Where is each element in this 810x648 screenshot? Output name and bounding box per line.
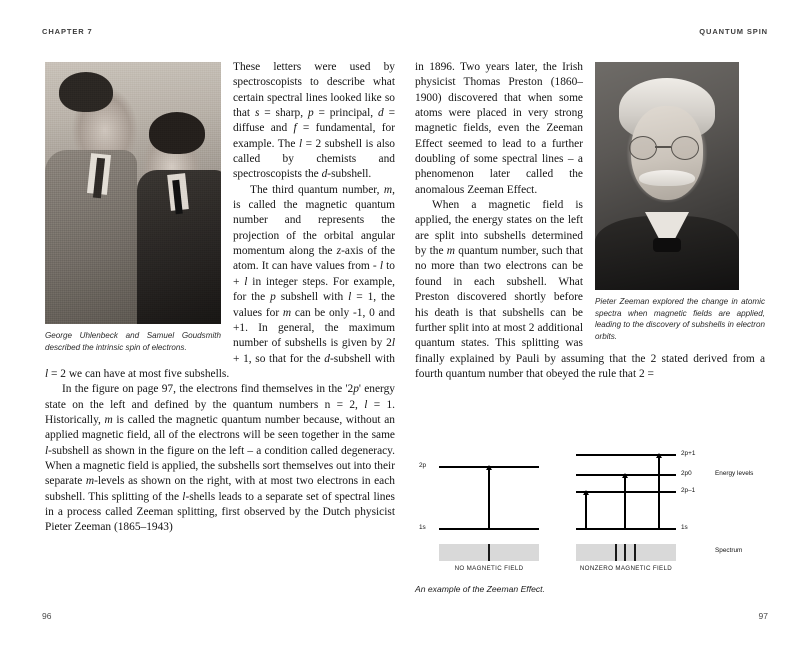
photo-detail-moustache xyxy=(639,170,695,186)
photo-grain-overlay xyxy=(45,62,221,324)
figure-caption-zeeman: Pieter Zeeman explored the change in atomic spectra when magnetic fields are applied, leading to the discovery of subshells in electron orbits. xyxy=(595,297,765,341)
right-page-column xyxy=(415,60,765,382)
panel-label-nonzero-magnetic-field: NONZERO MAGNETIC FIELD xyxy=(579,565,673,572)
right-page-text-block xyxy=(415,60,765,382)
right-paragraph-2: When a magnetic field is applied, the energy states on the left are split into subshells determined by the m quantum number, such that no more than two electrons can be found in each subshell. What Preston discovered shortly before his death is that subshells can be further split into at most 2 additional quantum states. This splitting was finally explained by Pauli by assuming that the 2 stated derived from a fourth quantum number that obeyed the rule that 2 = xyxy=(415,199,765,380)
figure-uhlenbeck-goudsmit xyxy=(45,62,221,353)
left-paragraph-2: The third quantum number, m, is called the magnetic quantum number and represents the projection of the orbital angular momentum along the z-axis of the atom. It can have values from - l to + l in integer steps. For example, for the p subshell with l = 1, the values for m can be only -1, 0 and +1. In general, the maximum number of subshells is given by 2l + 1, so that for the d-subshell with l = 2 we can have at most five subshells. xyxy=(45,183,395,380)
spectral-line-field-3 xyxy=(634,544,636,561)
photo-detail-glasses-right xyxy=(671,136,699,160)
zeeman-effect-diagram xyxy=(415,446,765,578)
side-label-energy-levels: Energy levels xyxy=(715,470,754,477)
left-page-text-block xyxy=(45,60,395,536)
figure-caption-uhlenbeck: George Uhlenbeck and Samuel Goudsmith described the intrinsic spin of electrons. xyxy=(45,331,221,352)
spectral-line-field-2 xyxy=(624,544,626,561)
photo-detail-glasses-bridge xyxy=(655,146,671,148)
panel-label-no-magnetic-field: NO MAGNETIC FIELD xyxy=(454,565,524,572)
running-head-left: CHAPTER 7 xyxy=(42,27,93,36)
page-number-right: 97 xyxy=(758,611,768,621)
transition-arrow-field-3 xyxy=(658,457,660,529)
photo-uhlenbeck-goudsmit xyxy=(45,62,221,324)
level-line-2pminus1 xyxy=(576,491,676,493)
transition-arrow-field-1 xyxy=(585,494,587,529)
left-page-column xyxy=(45,60,395,536)
page-number-left: 96 xyxy=(42,611,52,621)
level-line-1s-field xyxy=(576,528,676,530)
level-label-2pplus1: 2p+1 xyxy=(681,450,696,457)
spectral-line-field-1 xyxy=(615,544,617,561)
figure-pieter-zeeman xyxy=(595,62,765,342)
level-label-2p-nofield: 2p xyxy=(419,462,427,469)
left-paragraph-1: These letters were used by spectroscopists to describe what certain spectral lines looked like so that s = sharp, p = principal, d = diffuse and f = fundamental, for example. The l = 2 subshell is also called by chemists and spectroscopists the d-subshell. xyxy=(233,61,395,181)
running-head-right: QUANTUM SPIN xyxy=(699,27,768,36)
spectrum-band-field xyxy=(576,544,676,561)
photo-detail-glasses-left xyxy=(629,136,657,160)
zeeman-figure-caption: An example of the Zeeman Effect. xyxy=(415,584,545,594)
transition-arrow-field-2 xyxy=(624,477,626,529)
right-paragraph-1: in 1896. Two years later, the Irish physicist Thomas Preston (1860–1900) discovered that when some atoms were placed in very strong magnetic fields, even the Zeeman Effect seemed to lead to a further doubling of some spectral lines – a phenomenon later called the anomalous Zeeman Effect. xyxy=(415,61,583,196)
photo-detail-bowtie xyxy=(653,238,681,252)
transition-arrow-nofield-1 xyxy=(488,469,490,529)
spectral-line-nofield-1 xyxy=(488,544,490,561)
level-label-2p0: 2p0 xyxy=(681,470,692,477)
side-label-spectrum: Spectrum xyxy=(715,547,743,554)
left-paragraph-3: In the figure on page 97, the electrons find themselves in the '2p' energy state on the left and defined by the quantum numbers n = 2, l = 1. Historically, m is called the magnetic quantum number because, without an applied magnetic field, all of the electrons will be seen together in the same l-subshell as shown in the figure on the left – a condition called degeneracy. When a magnetic field is applied, the subshells sort themselves out into their separate m-levels as shown on the right, with at most two electrons in each subshell. This splitting of the l-shells leads to a separate set of spectral lines in a process called Zeeman splitting, first observed by the Dutch physicist Pieter Zeeman (1865–1943) xyxy=(45,383,396,534)
photo-pieter-zeeman xyxy=(595,62,739,290)
level-label-2pminus1: 2p–1 xyxy=(681,487,696,494)
level-label-1s-field: 1s xyxy=(681,524,688,531)
level-label-1s-nofield: 1s xyxy=(419,524,426,531)
